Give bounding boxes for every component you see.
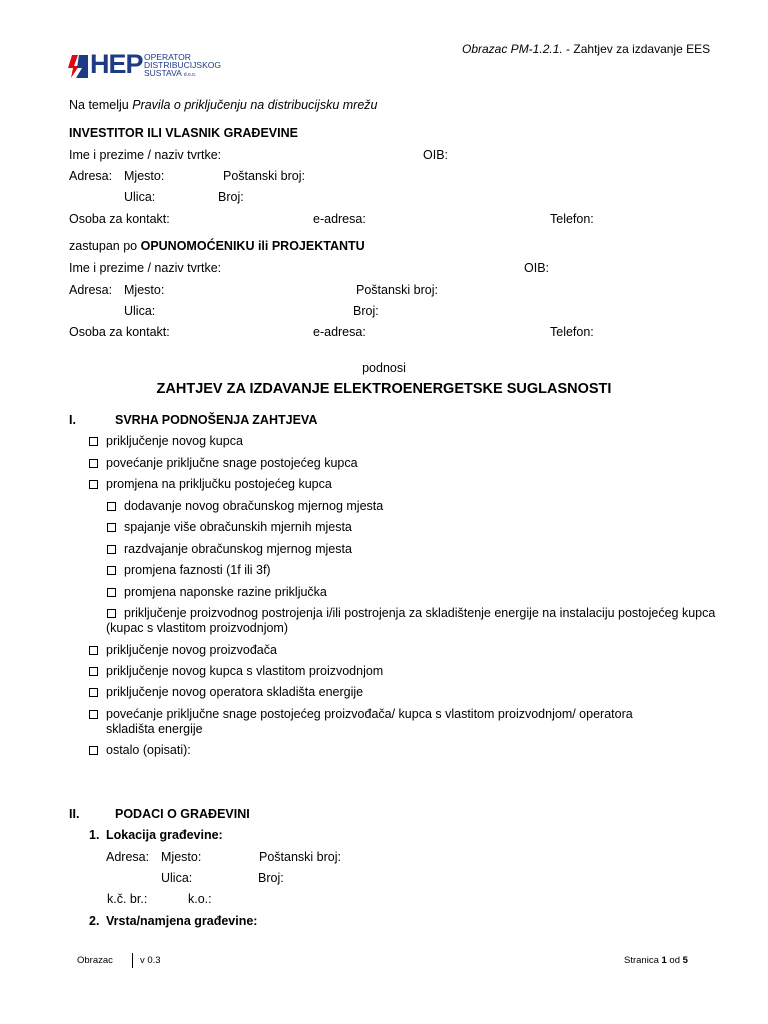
representative-phone-label: Telefon: xyxy=(550,325,594,339)
main-title: ZAHTJEV ZA IZDAVANJE ELEKTROENERGETSKE SUGLASNOSTI xyxy=(156,381,612,397)
option-label: ostalo (opisati): xyxy=(106,743,191,757)
section1-number: I. xyxy=(69,413,76,427)
investor-place-label: Mjesto: xyxy=(124,169,165,183)
checkbox-phase-change[interactable] xyxy=(107,566,116,575)
option-label: povećanje priključne snage postojećeg proizvođača/ kupca s vlastitom proizvodnjom/ operatora skladišta energije xyxy=(106,707,633,736)
investor-address-label: Adresa: xyxy=(69,169,113,183)
regulation-name: Pravila o priključenju na distribucijsku mrežu xyxy=(132,98,378,112)
checkbox-split-metering-point[interactable] xyxy=(107,545,116,554)
option-label: razdvajanje obračunskog mjernog mjesta xyxy=(124,542,352,556)
option-label: priključenje proizvodnog postrojenja i/ili postrojenja za skladištenje energije na instalaciju postojećeg kupca (kupac s vlastitom proizvodnjom) xyxy=(106,606,716,635)
checkbox-voltage-level-change[interactable] xyxy=(107,588,116,597)
option-label: promjena faznosti (1f ili 3f) xyxy=(124,563,271,577)
investor-phone-label: Telefon: xyxy=(550,212,594,226)
investor-heading: INVESTITOR ILI VLASNIK GRAĐEVINE xyxy=(69,126,298,140)
checkbox-other[interactable] xyxy=(89,746,98,755)
footer-version: v 0.3 xyxy=(140,955,161,966)
building-place-label: Mjesto: xyxy=(161,850,202,864)
investor-email-label: e-adresa: xyxy=(313,212,366,226)
representative-name-label: Ime i prezime / naziv tvrtke: xyxy=(69,261,222,275)
footer-divider xyxy=(132,953,133,968)
option-label: priključenje novog operatora skladišta energije xyxy=(106,685,364,699)
footer-doc-type: Obrazac xyxy=(77,955,113,966)
option-label: dodavanje novog obračunskog mjernog mjesta xyxy=(124,499,384,513)
option-label: priključenje novog kupca xyxy=(106,434,243,448)
intro-line: Na temelju Pravila o priključenju na distribucijsku mrežu xyxy=(69,98,378,112)
section2-title: PODACI O GRAĐEVINI xyxy=(115,807,250,821)
option-label: povećanje priključne snage postojećeg kupca xyxy=(106,456,358,470)
option-label: spajanje više obračunskih mjernih mjesta xyxy=(124,520,352,534)
option-label: priključenje novog kupca s vlastitom proizvodnjom xyxy=(106,664,384,678)
section2-number: II. xyxy=(69,807,80,821)
item1-title: Lokacija građevine: xyxy=(106,828,223,842)
checkbox-merge-metering-points[interactable] xyxy=(107,523,116,532)
representative-contact-label: Osoba za kontakt: xyxy=(69,325,170,339)
investor-name-label: Ime i prezime / naziv tvrtke: xyxy=(69,148,222,162)
checkbox-increase-power[interactable] xyxy=(89,459,98,468)
representative-address-label: Adresa: xyxy=(69,283,113,297)
checkbox-add-metering-point[interactable] xyxy=(107,502,116,511)
checkbox-new-prosumer[interactable] xyxy=(89,667,98,676)
checkbox-new-customer[interactable] xyxy=(89,437,98,446)
representative-heading: zastupan po OPUNOMOĆENIKU ili PROJEKTANTU xyxy=(69,239,365,253)
representative-email-label: e-adresa: xyxy=(313,325,366,339)
parcel-number-label: k.č. br.: xyxy=(107,892,148,906)
investor-postal-label: Poštanski broj: xyxy=(223,169,305,183)
representative-oib-label: OIB: xyxy=(524,261,550,275)
option-label: promjena na priključku postojećeg kupca xyxy=(106,477,332,491)
item1-number: 1. xyxy=(89,828,100,842)
section1-title: SVRHA PODNOŠENJA ZAHTJEVA xyxy=(115,413,318,427)
representative-number-label: Broj: xyxy=(353,304,379,318)
logo-brand: HEP xyxy=(90,49,143,79)
investor-number-label: Broj: xyxy=(218,190,244,204)
investor-street-label: Ulica: xyxy=(124,190,156,204)
form-code: Obrazac PM-1.2.1. xyxy=(462,42,563,56)
hep-lightning-icon xyxy=(68,55,88,78)
representative-postal-label: Poštanski broj: xyxy=(356,283,438,297)
building-address-label: Adresa: xyxy=(106,850,150,864)
footer-page-info: Stranica 1 od 5 xyxy=(624,955,688,966)
building-street-label: Ulica: xyxy=(161,871,193,885)
checkbox-connection-change[interactable] xyxy=(89,480,98,489)
building-postal-label: Poštanski broj: xyxy=(259,850,341,864)
form-header: Obrazac PM-1.2.1. - Zahtjev za izdavanje EES xyxy=(462,42,711,56)
cadastral-municipality-label: k.o.: xyxy=(188,892,212,906)
option-label: priključenje novog proizvođača xyxy=(106,643,277,657)
checkbox-increase-producer-power[interactable] xyxy=(89,710,98,719)
checkbox-new-storage-operator[interactable] xyxy=(89,688,98,697)
checkbox-new-producer[interactable] xyxy=(89,646,98,655)
form-title: Zahtjev za izdavanje EES xyxy=(573,42,711,56)
page-current: 1 xyxy=(661,955,667,966)
building-number-label: Broj: xyxy=(258,871,284,885)
investor-contact-label: Osoba za kontakt: xyxy=(69,212,170,226)
representative-street-label: Ulica: xyxy=(124,304,156,318)
page-total: 5 xyxy=(682,955,688,966)
option-label: promjena naponske razine priključka xyxy=(124,585,327,599)
submits-word: podnosi xyxy=(362,361,406,375)
item2-number: 2. xyxy=(89,914,100,928)
logo-subtitle: OPERATOR DISTRIBUCIJSKOG SUSTAVA d.o.o. xyxy=(144,52,221,78)
item2-title: Vrsta/namjena građevine: xyxy=(106,914,258,928)
investor-oib-label: OIB: xyxy=(423,148,449,162)
representative-place-label: Mjesto: xyxy=(124,283,165,297)
